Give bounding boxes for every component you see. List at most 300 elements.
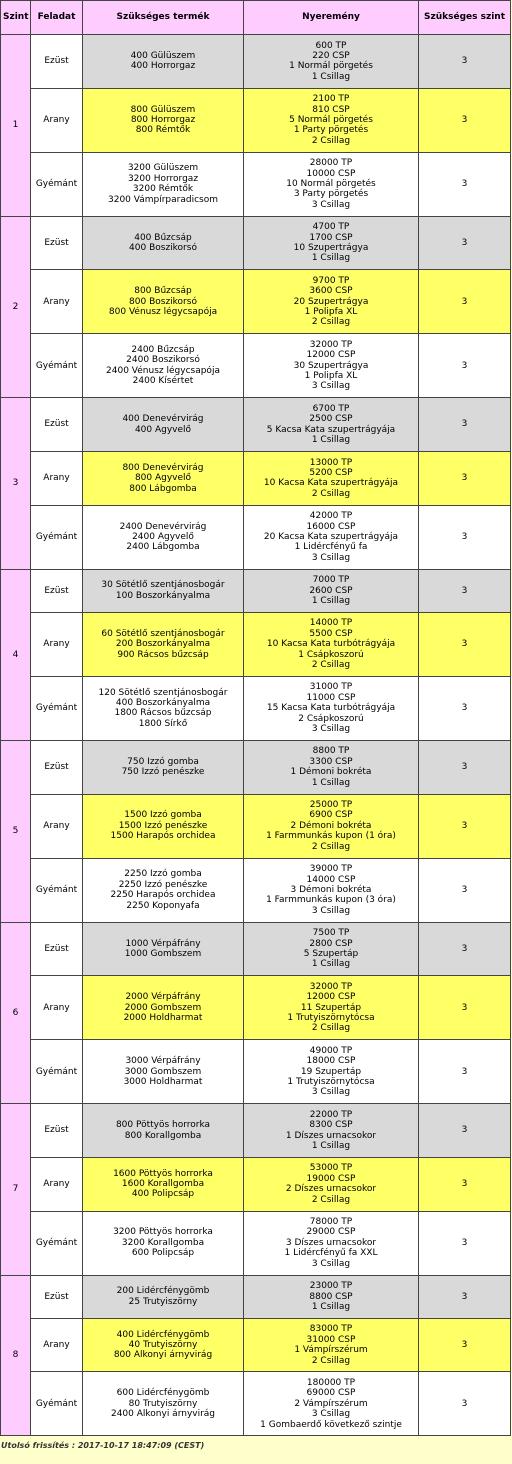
reward-item: 1700 CSP [309, 232, 353, 243]
level-number-cell: 3 [1, 398, 31, 569]
task-tier-cell: Ezüst [31, 398, 83, 452]
required-item: 3200 Rémtők [132, 184, 194, 195]
required-item: 120 Sötétlő szentjánosbogár [98, 687, 228, 698]
required-item: 2000 Gombszem [124, 1002, 202, 1013]
rewards-table-body [1, 35, 511, 1436]
reward-item: 22000 TP [309, 1109, 353, 1120]
required-item: 400 Boszikorsó [129, 243, 197, 253]
task-row [1, 1318, 511, 1372]
reward-item: 6900 CSP [309, 810, 353, 821]
reward-cell [244, 1040, 419, 1104]
required-level-cell: 3 [419, 1040, 511, 1104]
task-tier-cell: Gyémánt [31, 858, 83, 922]
task-tier-cell: Arany [31, 794, 83, 858]
required-items-cell [83, 216, 244, 270]
task-tier-cell: Gyémánt [31, 152, 83, 216]
reward-item: 3 Csillag [311, 1258, 351, 1269]
reward-cell [244, 35, 419, 89]
reward-cell [244, 505, 419, 569]
task-tier-cell: Arany [31, 612, 83, 676]
task-row [1, 398, 511, 452]
reward-cell [244, 1275, 419, 1318]
reward-item: 23000 TP [309, 1281, 353, 1292]
reward-item: 12000 CSP [306, 992, 356, 1003]
required-level-cell: 3 [419, 1211, 511, 1275]
level-number-cell: 4 [1, 569, 31, 740]
reward-item: 1 Trutyiszörnytócsa [287, 1077, 375, 1087]
task-tier-cell: Gyémánt [31, 334, 83, 398]
level-number-cell: 7 [1, 1104, 31, 1275]
reward-item: 32000 TP [309, 981, 353, 992]
task-row [1, 1040, 511, 1104]
required-items-cell [83, 922, 244, 976]
level-number-cell: 5 [1, 740, 31, 922]
required-level-cell: 3 [419, 1157, 511, 1211]
reward-item: 83000 TP [309, 1324, 353, 1335]
reward-cell [244, 452, 419, 506]
reward-item: 42000 TP [309, 511, 353, 522]
reward-item: 2600 CSP [309, 585, 353, 596]
reward-item: 8800 CSP [309, 1291, 353, 1302]
task-row [1, 612, 511, 676]
reward-item: 25000 TP [309, 800, 353, 811]
reward-item: 2 Démoni bokréta [290, 820, 372, 831]
required-item: 900 Rácsos bűzcsáp [117, 649, 209, 660]
reward-item: 69000 CSP [306, 1388, 356, 1399]
reward-item: 2 Csillag [311, 135, 351, 146]
reward-item: 2 Csillag [311, 841, 351, 852]
reward-item: 1 Normál pörgetés [289, 61, 373, 72]
required-items-cell [83, 1318, 244, 1372]
required-item: 2400 Vénusz légycsapója [106, 365, 220, 376]
required-item: 2400 Alkonyi árnyvirág [110, 1409, 216, 1420]
reward-cell [244, 88, 419, 152]
required-level-cell: 3 [419, 922, 511, 976]
required-items-cell [83, 1157, 244, 1211]
required-item: 1500 Izzó gomba [124, 810, 202, 821]
reward-item: 5500 CSP [309, 628, 353, 639]
reward-item: 39000 TP [309, 864, 353, 875]
reward-item: 2 Csillag [311, 1355, 351, 1366]
required-item: 60 Sötétlő szentjánosbogár [101, 628, 225, 639]
task-row [1, 88, 511, 152]
reward-item: 13000 TP [309, 457, 353, 468]
reward-cell [244, 1372, 419, 1436]
task-tier-cell: Gyémánt [31, 1211, 83, 1275]
reward-item: 1 Lidércfényű fa XXL [284, 1248, 378, 1259]
required-items-cell [83, 1211, 244, 1275]
required-items-cell [83, 88, 244, 152]
task-tier-cell: Arany [31, 1318, 83, 1372]
reward-item: 18000 CSP [306, 1056, 356, 1067]
required-level-cell: 3 [419, 858, 511, 922]
required-item: 400 Polipcsáp [131, 1189, 195, 1200]
required-items-cell [83, 398, 244, 452]
reward-item: 4700 TP [312, 222, 350, 233]
required-item: 800 Gülüszem [130, 104, 196, 115]
required-item: 100 Boszorkányalma [115, 590, 211, 601]
required-item: 2400 Denevérvirág [119, 521, 207, 532]
required-item: 400 Lidércfénygömb [116, 1329, 210, 1340]
task-tier-cell: Gyémánt [31, 1040, 83, 1104]
task-row [1, 794, 511, 858]
required-level-cell: 3 [419, 1318, 511, 1372]
reward-item: 3 Csillag [311, 199, 351, 210]
task-tier-cell: Ezüst [31, 740, 83, 794]
task-tier-cell: Arany [31, 452, 83, 506]
reward-cell [244, 1318, 419, 1372]
reward-item: 11 Szupertáp [300, 1002, 362, 1013]
reward-item: 2 Csillag [311, 660, 351, 670]
reward-item: 3 Csillag [311, 381, 351, 392]
task-tier-cell: Arany [31, 976, 83, 1040]
reward-item: 1 Trutyiszörnytócsa [287, 1012, 375, 1023]
task-row [1, 452, 511, 506]
reward-item: 1 Démoni bokréta [290, 767, 372, 778]
task-tier-cell: Ezüst [31, 1275, 83, 1318]
required-item: 80 Trutyiszörny [128, 1398, 198, 1409]
reward-item: 32000 TP [309, 339, 353, 350]
required-items-cell [83, 152, 244, 216]
required-item: 2000 Vérpáfrány [125, 992, 201, 1003]
reward-item: 1 Polipfa XL [304, 371, 358, 382]
reward-item: 3 Csillag [311, 552, 351, 563]
reward-cell [244, 612, 419, 676]
required-item: 600 Polipcsáp [131, 1248, 195, 1259]
required-item: 1000 Vérpáfrány [125, 938, 201, 949]
reward-item: 7500 TP [312, 928, 350, 939]
header-required-level: Szükséges szint [419, 1, 511, 35]
required-item: 1600 Pöttyös horrorka [113, 1168, 213, 1179]
required-item: 1500 Izzó penészke [118, 820, 208, 831]
task-row [1, 1157, 511, 1211]
reward-item: 1 Polipfa XL [304, 307, 358, 318]
task-row [1, 216, 511, 270]
reward-item: 2 Csillag [311, 1194, 351, 1205]
reward-item: 16000 CSP [306, 521, 356, 532]
required-item: 1800 Rácsos bűzcsáp [114, 708, 212, 719]
required-items-cell [83, 858, 244, 922]
required-items-cell [83, 740, 244, 794]
required-item: 800 Alkonyi árnyvirág [113, 1350, 213, 1361]
task-tier-cell: Ezüst [31, 569, 83, 612]
required-item: 3200 Gülüszem [127, 163, 199, 174]
reward-item: 3300 CSP [309, 756, 353, 767]
reward-item: 28000 TP [309, 158, 353, 169]
reward-item: 5 Normál pörgetés [289, 114, 373, 125]
reward-cell [244, 270, 419, 334]
task-row [1, 1372, 511, 1436]
reward-item: 8300 CSP [309, 1120, 353, 1131]
required-item: 400 Agyvelő [134, 424, 192, 435]
reward-item: 10 Normál pörgetés [286, 178, 376, 189]
task-row [1, 858, 511, 922]
reward-item: 810 CSP [312, 104, 350, 115]
task-tier-cell: Ezüst [31, 922, 83, 976]
required-item: 400 Gülüszem [130, 50, 196, 61]
required-items-cell [83, 334, 244, 398]
task-row [1, 35, 511, 89]
required-items-cell [83, 270, 244, 334]
task-tier-cell: Ezüst [31, 216, 83, 270]
reward-item: 8800 TP [312, 746, 350, 757]
required-item: 400 Boszorkányalma [115, 698, 211, 709]
task-row [1, 152, 511, 216]
required-level-cell: 3 [419, 1104, 511, 1158]
required-item: 200 Lidércfénygömb [116, 1286, 210, 1297]
task-tier-cell: Ezüst [31, 35, 83, 89]
required-item: 2250 Izzó penészke [118, 879, 208, 890]
level-number-cell: 8 [1, 1275, 31, 1436]
task-row [1, 676, 511, 740]
reward-cell [244, 569, 419, 612]
required-item: 2250 Koponyafa [126, 900, 200, 911]
required-item: 800 Bűzcsáp [134, 286, 192, 297]
task-tier-cell: Gyémánt [31, 505, 83, 569]
reward-item: 3600 CSP [309, 286, 353, 297]
reward-item: 2 Vámpírszérum [294, 1398, 368, 1409]
required-item: 750 Izzó penészke [121, 767, 205, 778]
required-item: 2400 Bűzcsáp [131, 345, 195, 356]
reward-item: 10 Kacsa Kata szupertrágyája [263, 478, 399, 489]
reward-cell [244, 976, 419, 1040]
reward-item: 1 Csillag [311, 71, 351, 82]
required-items-cell [83, 35, 244, 89]
required-level-cell: 3 [419, 612, 511, 676]
reward-item: 1 Lidércfényű fa [294, 542, 368, 553]
required-items-cell [83, 976, 244, 1040]
required-item: 3200 Horrorgaz [127, 173, 199, 184]
required-item: 800 Agyvelő [134, 473, 192, 484]
required-level-cell: 3 [419, 794, 511, 858]
reward-item: 30 Szupertrágya [293, 360, 369, 371]
required-item: 400 Denevérvirág [122, 414, 204, 425]
required-items-cell [83, 505, 244, 569]
required-items-cell [83, 612, 244, 676]
task-row [1, 1211, 511, 1275]
task-row [1, 334, 511, 398]
required-item: 2400 Boszikorsó [126, 355, 200, 366]
required-level-cell: 3 [419, 976, 511, 1040]
required-item: 2250 Izzó gomba [124, 869, 202, 880]
header-reward: Nyeremény [244, 1, 419, 35]
reward-item: 600 TP [315, 40, 347, 51]
reward-item: 3 Party pörgetés [293, 189, 369, 200]
required-item: 800 Horrorgaz [130, 114, 196, 125]
required-item: 800 Rémtők [135, 125, 191, 136]
reward-cell [244, 1157, 419, 1211]
task-row [1, 1275, 511, 1318]
required-level-cell: 3 [419, 216, 511, 270]
required-item: 40 Trutyiszörny [128, 1339, 198, 1350]
required-item: 1000 Gombszem [124, 948, 202, 959]
reward-cell [244, 334, 419, 398]
required-level-cell: 3 [419, 505, 511, 569]
required-item: 3000 Holdharmat [123, 1077, 203, 1087]
reward-cell [244, 794, 419, 858]
task-tier-cell: Ezüst [31, 1104, 83, 1158]
reward-item: 2800 CSP [309, 938, 353, 949]
reward-cell [244, 398, 419, 452]
reward-item: 53000 TP [309, 1163, 353, 1174]
reward-item: 2 Csillag [311, 488, 351, 499]
required-item: 800 Pöttyös horrorka [115, 1120, 211, 1131]
reward-item: 5 Kacsa Kata szupertrágyája [266, 424, 396, 435]
required-level-cell: 3 [419, 88, 511, 152]
required-item: 2400 Kísértet [132, 376, 194, 387]
required-item: 800 Denevérvirág [122, 462, 204, 473]
required-item: 800 Vénusz légycsapója [108, 307, 218, 318]
task-tier-cell: Arany [31, 270, 83, 334]
reward-item: 20 Kacsa Kata szupertrágyája [263, 531, 399, 542]
reward-item: 29000 CSP [306, 1227, 356, 1238]
reward-cell [244, 1211, 419, 1275]
reward-item: 3 Csillag [311, 1409, 351, 1420]
required-items-cell [83, 794, 244, 858]
reward-cell [244, 858, 419, 922]
reward-item: 2 Csillag [311, 1023, 351, 1034]
last-updated: Utolsó frissítés : 2017-10-17 18:47:09 (CEST) [1, 1441, 205, 1451]
reward-item: 1 Party pörgetés [293, 125, 369, 136]
required-level-cell: 3 [419, 398, 511, 452]
required-level-cell: 3 [419, 569, 511, 612]
reward-item: 15 Kacsa Kata turbótrágyája [266, 703, 396, 714]
required-item: 750 Izzó gomba [127, 756, 199, 767]
required-level-cell: 3 [419, 740, 511, 794]
reward-item: 10 Szupertrágya [293, 243, 369, 253]
reward-cell [244, 740, 419, 794]
table-header [1, 1, 511, 35]
reward-item: 2100 TP [312, 94, 350, 105]
reward-cell [244, 216, 419, 270]
reward-item: 31000 CSP [306, 1334, 356, 1345]
required-level-cell: 3 [419, 334, 511, 398]
reward-item: 220 CSP [312, 50, 350, 61]
header-row [1, 1, 511, 35]
reward-item: 1 Csillag [311, 959, 351, 970]
reward-cell [244, 676, 419, 740]
reward-item: 1 Gombaerdő következő szintje [260, 1419, 402, 1430]
required-level-cell: 3 [419, 676, 511, 740]
reward-item: 6700 TP [312, 403, 350, 414]
required-level-cell: 3 [419, 452, 511, 506]
required-level-cell: 3 [419, 270, 511, 334]
required-item: 3200 Vámpírparadicsom [108, 194, 218, 205]
reward-item: 2 Csápkoszorú [298, 713, 364, 724]
reward-item: 2 Díszes urnacsokor [285, 1184, 377, 1195]
reward-item: 1 Farmmunkás kupon (1 óra) [266, 831, 396, 842]
reward-item: 1 Csillag [311, 595, 351, 606]
required-level-cell: 3 [419, 35, 511, 89]
required-items-cell [83, 676, 244, 740]
required-item: 1600 Korallgomba [121, 1179, 205, 1190]
reward-item: 2 Csillag [311, 317, 351, 328]
required-level-cell: 3 [419, 152, 511, 216]
required-item: 800 Lábgomba [129, 483, 197, 494]
required-item: 2000 Holdharmat [123, 1012, 203, 1023]
required-item: 600 Lidércfénygömb [116, 1388, 210, 1399]
reward-item: 1 Csillag [311, 435, 351, 446]
task-tier-cell: Gyémánt [31, 1372, 83, 1436]
task-tier-cell: Gyémánt [31, 676, 83, 740]
required-item: 3200 Korallgomba [121, 1237, 205, 1248]
reward-item: 31000 TP [309, 682, 353, 693]
reward-item: 1 Csillag [311, 777, 351, 788]
reward-item: 49000 TP [309, 1045, 353, 1056]
reward-item: 1 Díszes urnacsokor [285, 1130, 377, 1141]
reward-item: 2500 CSP [309, 414, 353, 425]
reward-item: 3 Díszes urnacsokor [285, 1237, 377, 1248]
required-item: 400 Bűzcsáp [134, 232, 192, 243]
reward-item: 19 Szupertáp [300, 1066, 362, 1077]
required-item: 2400 Lábgomba [126, 542, 200, 553]
task-row [1, 270, 511, 334]
reward-item: 1 Vámpírszérum [294, 1345, 368, 1356]
reward-item: 78000 TP [309, 1217, 353, 1228]
required-item: 800 Korallgomba [124, 1130, 202, 1141]
reward-item: 12000 CSP [306, 350, 356, 361]
required-items-cell [83, 569, 244, 612]
level-number-cell: 1 [1, 35, 31, 217]
header-task: Feladat [31, 1, 83, 35]
required-item: 30 Sötétlő szentjánosbogár [101, 580, 225, 591]
reward-cell [244, 1104, 419, 1158]
reward-item: 19000 CSP [306, 1173, 356, 1184]
header-level: Szint [1, 1, 31, 35]
task-row [1, 1104, 511, 1158]
required-item: 2250 Harapós orchidea [110, 890, 216, 901]
reward-cell [244, 152, 419, 216]
reward-item: 1 Csillag [311, 1141, 351, 1152]
reward-item: 1 Farmmunkás kupon (3 óra) [266, 895, 396, 906]
required-items-cell [83, 1275, 244, 1318]
task-tier-cell: Arany [31, 1157, 83, 1211]
reward-item: 11000 CSP [306, 692, 356, 703]
required-items-cell [83, 1040, 244, 1104]
required-item: 400 Horrorgaz [130, 61, 196, 72]
required-item: 2400 Agyvelő [132, 531, 194, 542]
required-item: 3000 Gombszem [124, 1066, 202, 1077]
reward-item: 3 Csillag [311, 724, 351, 735]
reward-item: 180000 TP [306, 1377, 356, 1388]
required-items-cell [83, 1104, 244, 1158]
reward-item: 20 Szupertrágya [293, 296, 369, 307]
required-item: 200 Boszorkányalma [115, 639, 211, 650]
reward-item: 1 Csillag [311, 253, 351, 264]
task-row [1, 569, 511, 612]
reward-item: 5200 CSP [309, 467, 353, 478]
reward-item: 10000 CSP [306, 168, 356, 179]
required-items-cell [83, 1372, 244, 1436]
required-item: 25 Trutyiszörny [128, 1296, 198, 1307]
reward-cell [244, 922, 419, 976]
level-number-cell: 6 [1, 922, 31, 1104]
task-row [1, 922, 511, 976]
required-item: 3200 Pöttyös horrorka [113, 1227, 213, 1238]
required-item: 1500 Harapós orchidea [110, 831, 216, 842]
required-item: 800 Boszikorsó [129, 296, 197, 307]
required-item: 1800 Sírkő [138, 718, 188, 729]
reward-item: 5 Szupertáp [303, 948, 359, 959]
required-items-cell [83, 452, 244, 506]
reward-item: 14000 TP [309, 618, 353, 629]
required-item: 3000 Vérpáfrány [125, 1056, 201, 1067]
reward-item: 1 Csápkoszorú [298, 649, 364, 660]
task-row [1, 740, 511, 794]
task-tier-cell: Arany [31, 88, 83, 152]
required-level-cell: 3 [419, 1372, 511, 1436]
reward-item: 10 Kacsa Kata turbótrágyája [266, 639, 396, 650]
